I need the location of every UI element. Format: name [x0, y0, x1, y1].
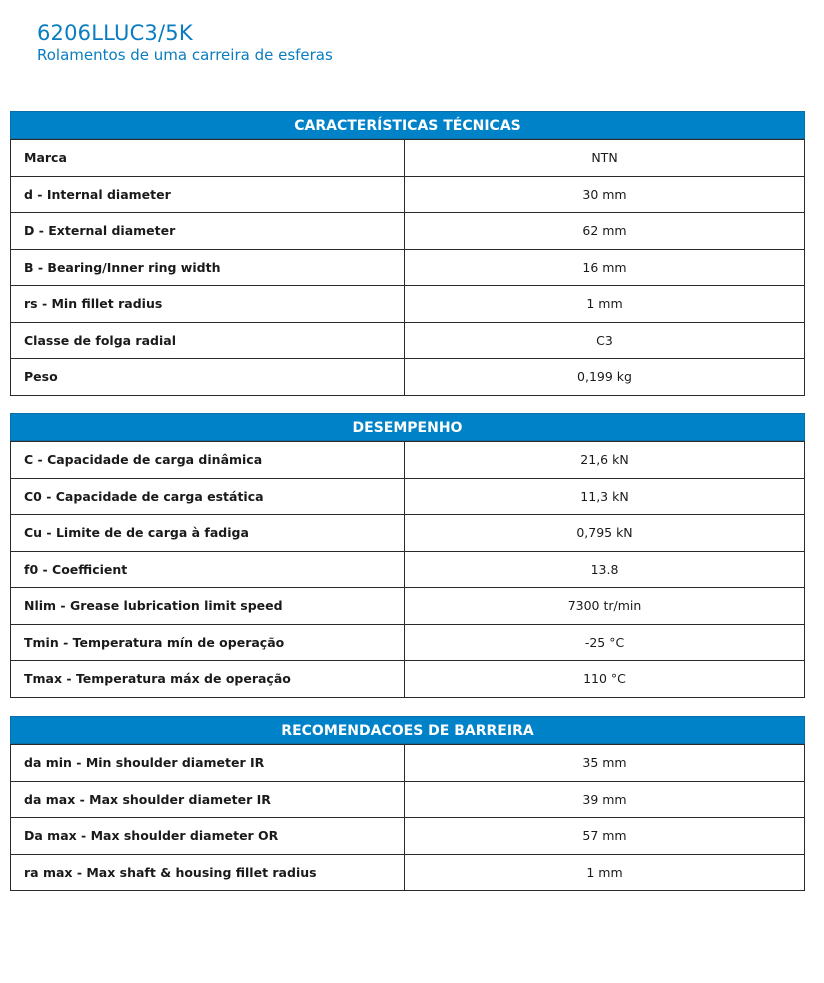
- row-value: 16 mm: [405, 249, 805, 286]
- table-row: [11, 818, 805, 855]
- row-label: ra max - Max shaft & housing fillet radius: [11, 854, 405, 891]
- row-label: Cu - Limite de de carga à fadiga: [11, 515, 405, 552]
- section-header: DESEMPENHO: [10, 413, 805, 441]
- table-row: [11, 854, 805, 891]
- product-subtitle: Rolamentos de uma carreira de esferas: [37, 46, 333, 64]
- row-value: 35 mm: [405, 745, 805, 782]
- row-label: da min - Min shoulder diameter IR: [11, 745, 405, 782]
- row-value: 39 mm: [405, 781, 805, 818]
- spec-table: [10, 744, 805, 891]
- row-value: 62 mm: [405, 213, 805, 250]
- row-label: d - Internal diameter: [11, 176, 405, 213]
- row-value: 13.8: [405, 551, 805, 588]
- row-label: Tmax - Temperatura máx de operação: [11, 661, 405, 698]
- table-row: [11, 442, 805, 479]
- table-row: [11, 322, 805, 359]
- table-row: [11, 140, 805, 177]
- table-row: [11, 249, 805, 286]
- table-row: [11, 213, 805, 250]
- row-value: 110 °C: [405, 661, 805, 698]
- row-value: 11,3 kN: [405, 478, 805, 515]
- table-row: [11, 745, 805, 782]
- table-row: [11, 286, 805, 323]
- table-row: [11, 551, 805, 588]
- table-row: [11, 176, 805, 213]
- row-label: Tmin - Temperatura mín de operação: [11, 624, 405, 661]
- spec-table: [10, 139, 805, 396]
- table-row: [11, 588, 805, 625]
- row-label: Da max - Max shoulder diameter OR: [11, 818, 405, 855]
- row-label: B - Bearing/Inner ring width: [11, 249, 405, 286]
- row-value: 0,199 kg: [405, 359, 805, 396]
- row-label: Marca: [11, 140, 405, 177]
- spec-table: [10, 441, 805, 698]
- row-label: Peso: [11, 359, 405, 396]
- row-label: rs - Min fillet radius: [11, 286, 405, 323]
- row-value: -25 °C: [405, 624, 805, 661]
- row-label: da max - Max shoulder diameter IR: [11, 781, 405, 818]
- section-header: CARACTERÍSTICAS TÉCNICAS: [10, 111, 805, 139]
- row-label: Nlim - Grease lubrication limit speed: [11, 588, 405, 625]
- row-label: f0 - Coefficient: [11, 551, 405, 588]
- row-label: D - External diameter: [11, 213, 405, 250]
- section-header: RECOMENDACOES DE BARREIRA: [10, 716, 805, 744]
- row-value: 57 mm: [405, 818, 805, 855]
- section-performance: [10, 413, 805, 698]
- row-value: 7300 tr/min: [405, 588, 805, 625]
- row-value: 1 mm: [405, 854, 805, 891]
- page-header: [37, 20, 333, 64]
- row-label: Classe de folga radial: [11, 322, 405, 359]
- table-row: [11, 515, 805, 552]
- row-label: C0 - Capacidade de carga estática: [11, 478, 405, 515]
- row-value: 0,795 kN: [405, 515, 805, 552]
- row-value: 30 mm: [405, 176, 805, 213]
- table-row: [11, 781, 805, 818]
- table-row: [11, 661, 805, 698]
- product-code: 6206LLUC3/5K: [37, 21, 193, 45]
- table-row: [11, 478, 805, 515]
- row-value: NTN: [405, 140, 805, 177]
- section-technical-characteristics: [10, 111, 805, 396]
- table-row: [11, 359, 805, 396]
- row-label: C - Capacidade de carga dinâmica: [11, 442, 405, 479]
- section-barrier-recommendations: [10, 716, 805, 891]
- row-value: 1 mm: [405, 286, 805, 323]
- table-row: [11, 624, 805, 661]
- row-value: 21,6 kN: [405, 442, 805, 479]
- row-value: C3: [405, 322, 805, 359]
